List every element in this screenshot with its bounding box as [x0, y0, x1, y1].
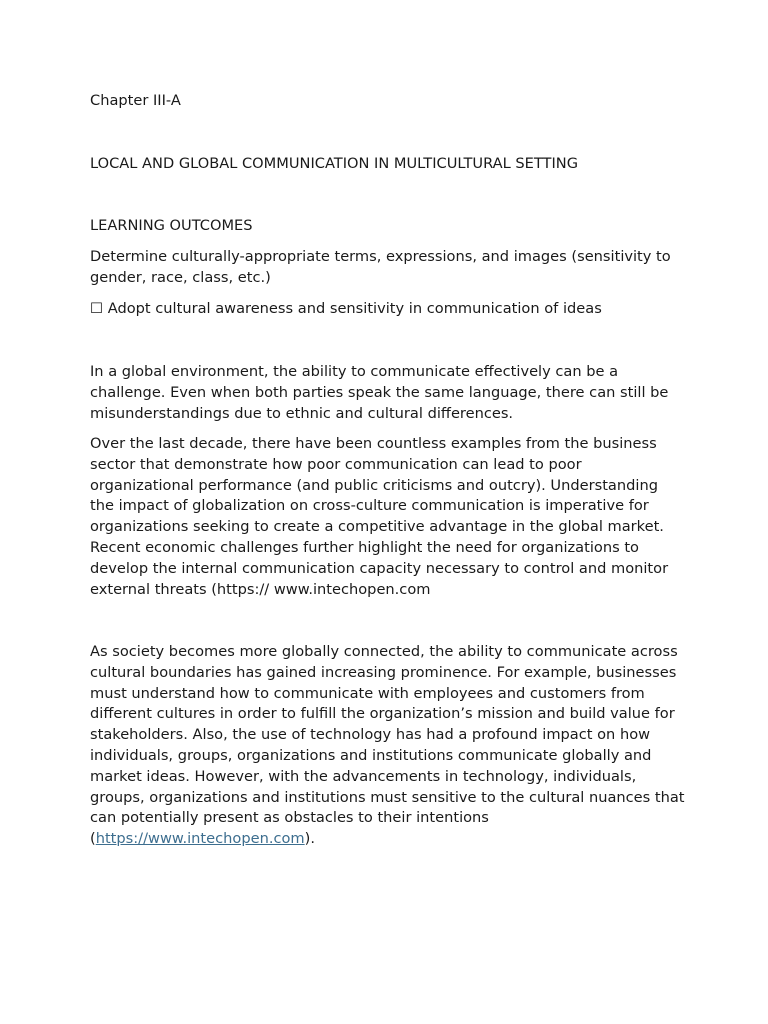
paragraph-3-end: ).: [304, 830, 315, 848]
paragraph-3: [90, 642, 686, 850]
learning-outcome-2: ☐ Adopt cultural awareness and sensitivity in communication of ideas: [90, 300, 602, 317]
chapter-title: LOCAL AND GLOBAL COMMUNICATION IN MULTICULTURAL SETTING: [90, 155, 578, 172]
paragraph-1: In a global environment, the ability to communicate effectively can be a challenge. Even when both parties speak the same language, there can still be misunderstandings due to ethnic and cultural differences.: [90, 363, 669, 422]
intechopen-link[interactable]: https://www.intechopen.com: [95, 830, 305, 848]
chapter-label: Chapter III-A: [90, 92, 181, 109]
paragraph-2: Over the last decade, there have been countless examples from the business sector that demonstrate how poor communication can lead to poor organizational performance (and public criticisms and outcry). Understanding the impact of globalization on cross-culture communication is imperative for organizations seeking to create a competitive advantage in the global market. Recent economic challenges further highlight the need for organizations to develop the internal communication capacity necessary to control and monitor external threats (https:// www.intechopen.com: [90, 435, 669, 598]
paragraph-3-text: As society becomes more globally connected, the ability to communicate across cultural boundaries has gained increasing prominence. For example, businesses must understand how to communicate with employees and customers from different cultures in order to fulfill the organization’s mission and build value for stakeholders. Also, the use of technology has had a profound impact on how individuals, groups, organizations and institutions communicate globally and market ideas. However, with the advancements in technology, individuals, groups, organizations and institutions must sensitive to the cultural nuances that can potentially present as obstacles to their intentions (: [90, 643, 685, 848]
learning-outcomes-heading: LEARNING OUTCOMES: [90, 217, 253, 234]
learning-outcome-1: Determine culturally-appropriate terms, expressions, and images (sensitivity to gender, race, class, etc.): [90, 248, 671, 286]
